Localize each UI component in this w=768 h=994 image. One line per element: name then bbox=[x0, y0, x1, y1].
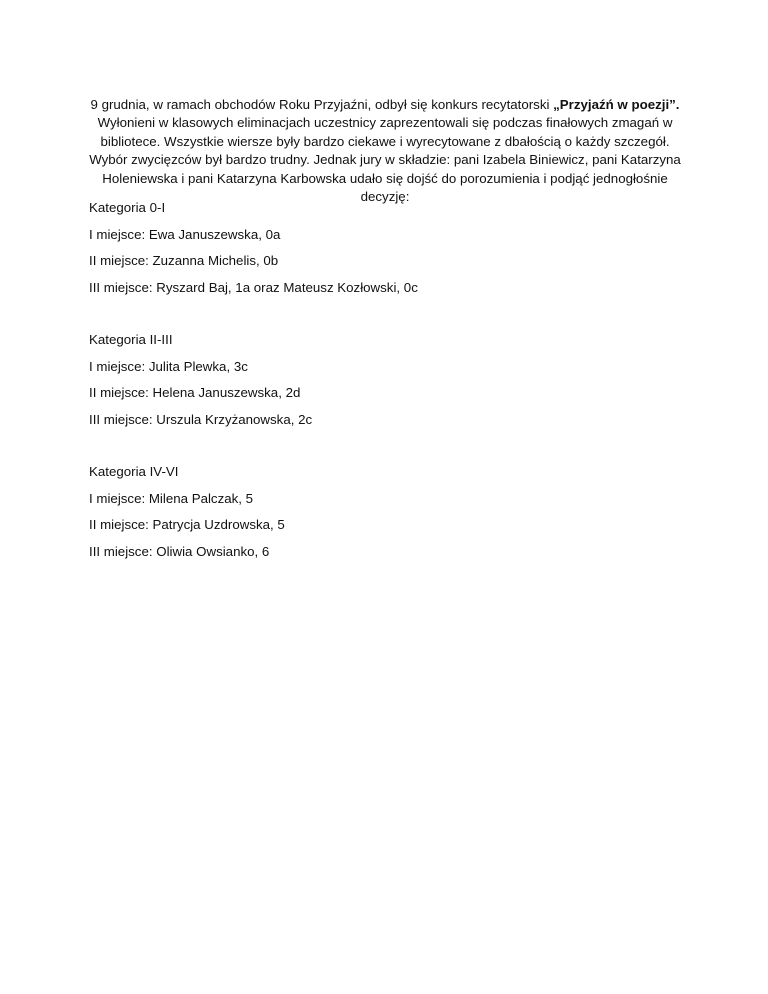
intro-paragraph bbox=[82, 96, 688, 206]
result-line: II miejsce: Helena Januszewska, 2d bbox=[89, 385, 301, 400]
result-line: I miejsce: Ewa Januszewska, 0a bbox=[89, 226, 281, 242]
result-line: I miejsce: Julita Plewka, 3c bbox=[89, 358, 248, 374]
category-section-IV-VI bbox=[89, 463, 689, 569]
result-line: I miejsce: Milena Palczak, 5 bbox=[89, 490, 254, 506]
intro-text-before: 9 grudnia, w ramach obchodów Roku Przyjaźni, odbył się konkurs recytatorski bbox=[90, 97, 554, 112]
result-line: III miejsce: Oliwia Owsianko, 6 bbox=[89, 543, 270, 559]
result-line: II miejsce: Patrycja Uzdrowska, 5 bbox=[89, 517, 285, 532]
category-section-0-I bbox=[89, 199, 689, 305]
result-line: III miejsce: Urszula Krzyżanowska, 2c bbox=[89, 411, 313, 427]
category-heading: Kategoria 0-I bbox=[89, 200, 166, 215]
category-heading: Kategoria IV-VI bbox=[89, 464, 179, 479]
result-line: III miejsce: Ryszard Baj, 1a oraz Mateusz Kozłowski, 0c bbox=[89, 279, 418, 295]
intro-text-after: Wyłonieni w klasowych eliminacjach uczestnicy zaprezentowali się podczas finałowych zmagań w bibliotece. Wszystkie wiersze były bardzo ciekawe i wyrecytowane z dbałością o każdy szczegół. Wybór zwycięzców był bardzo trudny. Jednak jury w składzie: pani Izabela Biniewicz, pani Katarzyna Holeniewska i pani Katarzyna Karbowska udało się dojść do porozumienia i podjąć jednogłośnie decyzję: bbox=[89, 115, 681, 205]
contest-title: „Przyjaźń w poezji”. bbox=[553, 97, 680, 112]
category-heading: Kategoria II-III bbox=[89, 332, 173, 347]
category-section-II-III bbox=[89, 331, 689, 437]
result-line: II miejsce: Zuzanna Michelis, 0b bbox=[89, 253, 279, 268]
